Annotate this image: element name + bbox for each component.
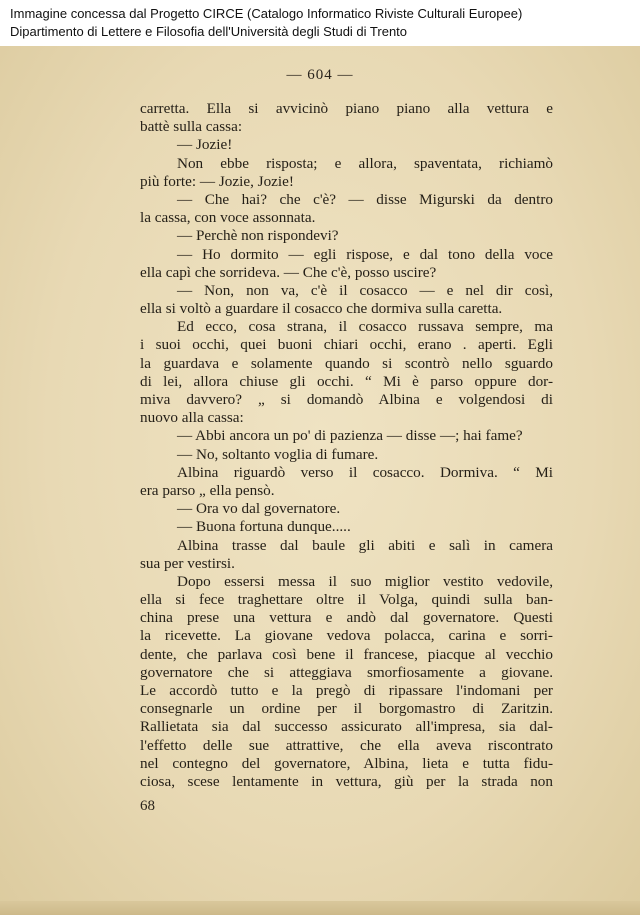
attribution-line-1: Immagine concessa dal Progetto CIRCE (Catalogo Informatico Riviste Culturali Europee) xyxy=(10,6,523,21)
text-line: Dopo essersi messa il suo miglior vestito vedovile, xyxy=(177,572,553,590)
text-line: l'effetto delle sue attrattive, che ella aveva riscontrato xyxy=(140,736,553,754)
text-line: — Che hai? che c'è? — disse Migurski da dentro xyxy=(177,190,553,208)
text-line: — Abbi ancora un po' di pazienza — disse —; hai fame? xyxy=(177,427,523,445)
text-line: — Ho dormito — egli rispose, e dal tono della voce xyxy=(177,245,553,263)
text-line: la cassa, con voce assonnata. xyxy=(140,209,316,227)
text-line: più forte: — Jozie, Jozie! xyxy=(140,172,294,190)
text-line: di lei, allora chiuse gli occhi. “ Mi è parso oppure dor- xyxy=(140,372,553,390)
body-text xyxy=(140,100,553,791)
page-number-top: — 604 — xyxy=(286,67,354,83)
text-line: Albina trasse dal baule gli abiti e salì in camera xyxy=(177,536,553,554)
text-line: china prese una vettura e andò dal governatore. Questi xyxy=(140,609,553,627)
page-bottom-edge xyxy=(0,901,640,915)
text-line: governatore che si atteggiava smorfiosamente a giovane. xyxy=(140,663,553,681)
text-line: miva davvero? „ si domandò Albina e volgendosi di xyxy=(140,391,553,408)
text-line: sua per vestirsi. xyxy=(140,554,235,572)
text-line: Non ebbe risposta; e allora, spaventata, richiamò xyxy=(177,154,553,172)
text-line: — Perchè non rispondevi? xyxy=(177,227,339,245)
text-line: consegnarle un ordine per il borgomastro di Zaritzin. xyxy=(140,700,553,718)
text-line: Le accordò tutto e la pregò di ripassare l'indomani per xyxy=(140,682,553,699)
text-line: la guardava e solamente quando si scontrò nello sguardo xyxy=(140,354,553,372)
text-line: nuovo alla cassa: xyxy=(140,409,244,427)
text-line: — Non, non va, c'è il cosacco — e nel dir così, xyxy=(177,281,553,299)
text-line: era parso „ ella pensò. xyxy=(140,481,275,499)
text-line: Rallietata sia dal successo assicurato all'impresa, sia dal- xyxy=(140,718,553,736)
text-line: ella si fece traghettare oltre il Volga, quindi sulla ban- xyxy=(140,591,553,609)
text-line: — No, soltanto voglia di fumare. xyxy=(177,445,379,463)
text-line: ella si voltò a guardare il cosacco che dormiva sulla caretta. xyxy=(140,300,503,318)
text-line: Ed ecco, cosa strana, il cosacco russava sempre, ma xyxy=(177,318,553,336)
text-line: ciosa, scese lentamente in vettura, giù per la strada non xyxy=(140,772,553,790)
text-line: — Jozie! xyxy=(177,136,233,154)
text-line: nel contegno del governatore, Albina, lieta e tutta fidu- xyxy=(140,754,553,772)
text-line: Albina riguardò verso il cosacco. Dormiva. “ Mi xyxy=(177,463,553,481)
attribution-header xyxy=(0,0,640,46)
text-line: i suoi occhi, quei buoni chiari occhi, erano . aperti. Egli xyxy=(140,336,553,354)
text-line: carretta. Ella si avvicinò piano piano alla vettura e xyxy=(140,100,553,117)
attribution-line-2: Dipartimento di Lettere e Filosofia dell'Università degli Studi di Trento xyxy=(10,24,408,39)
text-line: dente, che parlava così bene il francese, piacque al vecchio xyxy=(140,645,553,663)
text-line: — Ora vo dal governatore. xyxy=(177,500,341,518)
text-line: battè sulla cassa: xyxy=(140,118,243,136)
text-line: la ricevette. La giovane vedova polacca, carina e sorri- xyxy=(140,627,553,645)
text-line: — Buona fortuna dunque..... xyxy=(177,518,351,536)
text-line: ella capì che sorrideva. — Che c'è, posso uscire? xyxy=(140,263,437,281)
page-number-bottom: 68 xyxy=(140,798,155,814)
